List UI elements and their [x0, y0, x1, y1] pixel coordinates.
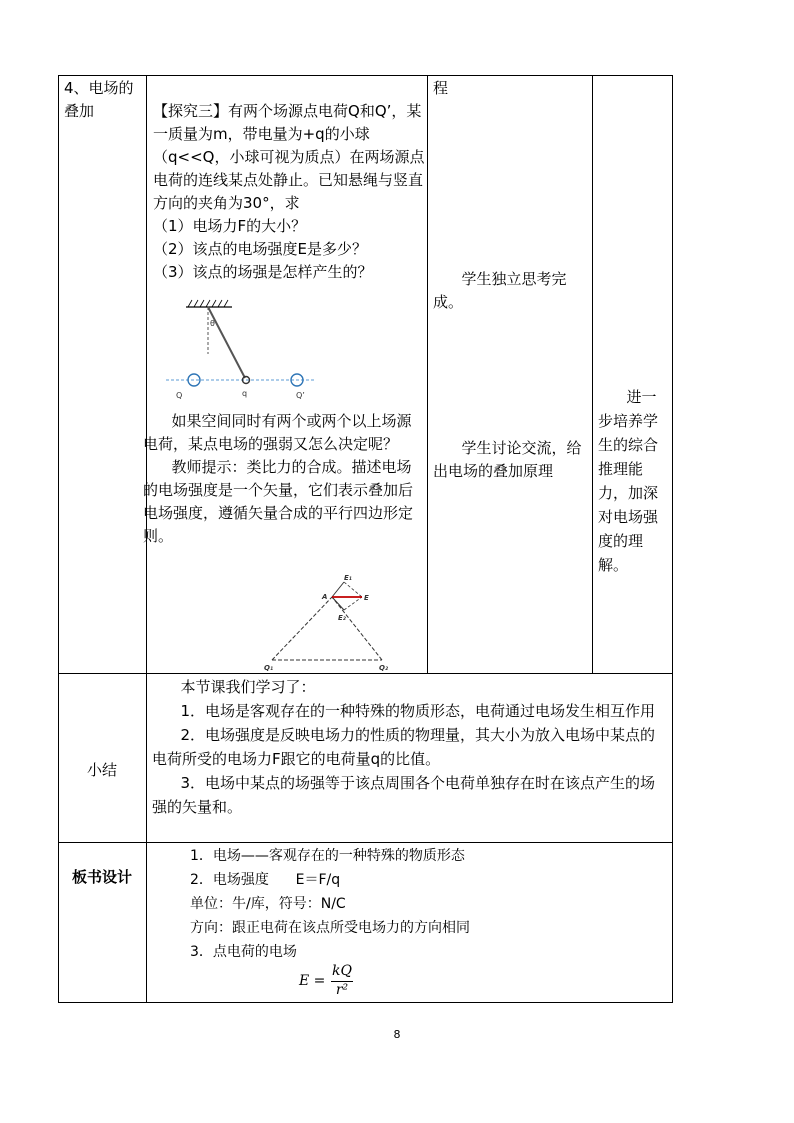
summary-label: 小结: [86, 761, 117, 779]
q2-label: Q₂: [379, 664, 389, 672]
a-label: A: [322, 593, 328, 601]
summary-item: 2．电场强度是反映电场力的性质的物理量，其大小为放入电场中某点的电荷所受的电场力F跟它的电荷量q的比值。: [152, 726, 656, 768]
summary-item: 3．电场中某点的场强等于该点周围各个电荷单独存在时在该点产生的场强的矢量和。: [152, 774, 656, 816]
lesson-table: [58, 75, 673, 1003]
left-charge-label: Q: [176, 391, 183, 400]
question-more: 如果空间同时有两个或两个以上场源电荷，某点电场的强弱又怎么决定呢？: [143, 412, 412, 453]
board-line: 方向：跟正电荷在该点所受电场力的方向相同: [190, 920, 470, 936]
page-number: 8: [393, 1028, 401, 1041]
board-line: 3．点电荷的电场: [190, 944, 297, 960]
teacher-hint-end: 则。: [143, 527, 174, 545]
explore-title: 【探究三】: [153, 102, 229, 120]
explore-block: [153, 100, 425, 284]
student-activity-1: [433, 268, 589, 314]
design-purpose-text: 进一步培养学生的综合推理能力，加深对电场强度的理解。: [598, 388, 659, 574]
row-divider: [58, 673, 673, 674]
pendulum-figure: [166, 297, 316, 403]
e2-label: E₂: [338, 614, 346, 622]
student-activity-top: 程: [433, 79, 449, 97]
teacher-hint: 教师提示：类比力的合成。描述电场的电场强度是一个矢量，它们表示叠加后电场强度，遵循矢量合成的平行四边形定: [143, 458, 414, 522]
row-divider: [58, 842, 673, 843]
student-activity-text: 学生独立思考完成。: [433, 270, 567, 311]
section-label: 4、电场的叠加: [64, 79, 134, 120]
student-activity-text: 学生讨论交流，给出电场的叠加原理: [433, 439, 582, 480]
table-border-bottom: [58, 1002, 673, 1003]
q1-label: Q₁: [264, 664, 274, 672]
column-divider: [592, 75, 593, 674]
board-design-content: [190, 844, 660, 964]
table-border-right: [672, 75, 673, 1003]
formula-numerator: kQ: [332, 963, 352, 979]
summary-content: [152, 675, 668, 819]
vector-superposition-figure: [258, 572, 398, 672]
design-purpose: [598, 385, 670, 577]
e-label: E: [364, 594, 369, 602]
suspension-string: [208, 307, 245, 378]
explore-paragraph: [153, 100, 425, 215]
ceiling-hatch: [188, 300, 228, 307]
board-line: 单位：牛/库，符号：N/C: [190, 896, 346, 912]
line-q2-a: [332, 597, 382, 660]
superposition-text: [143, 410, 423, 548]
parallelogram-side: [344, 582, 362, 597]
summary-intro: 本节课我们学习了：: [180, 678, 316, 696]
formula-lhs: E =: [299, 973, 326, 989]
ball-label: q: [242, 389, 248, 398]
summary-item: 1．电场是客观存在的一种特殊的物质形态，电荷通过电场发生相互作用: [180, 702, 656, 720]
vector-e1: [332, 582, 344, 597]
table-border-top: [58, 75, 673, 76]
parallelogram-side: [344, 597, 362, 610]
e1-label: E₁: [344, 574, 352, 582]
student-activity-2: [433, 437, 589, 483]
theta-label: θ: [210, 319, 215, 328]
board-design-label: 板书设计: [71, 868, 132, 886]
board-line: 2．电场强度 E＝F/q: [190, 872, 341, 888]
board-line: 1．电场——客观存在的一种特殊的物质形态: [190, 848, 465, 864]
vector-e2: [332, 597, 344, 610]
right-charge-label: Q’: [296, 391, 305, 400]
line-q1-a: [272, 597, 332, 660]
table-border-left: [58, 75, 59, 1003]
explore-text: 有两个场源点电荷Q和Q’，某一质量为m，带电量为+q的小球（q<<Q，小球可视为质点）在两场源点电荷的连线某点处静止。已知悬绳与竖直方向的夹角为30°，求: [153, 102, 425, 212]
column-divider: [427, 75, 428, 674]
question-1: （1）电场力F的大小？: [153, 217, 307, 235]
formula-denominator: r²: [335, 982, 349, 998]
question-2: （2）该点的电场强度E是多少？: [153, 240, 368, 258]
question-3: （3）该点的场强是怎样产生的？: [153, 263, 373, 281]
